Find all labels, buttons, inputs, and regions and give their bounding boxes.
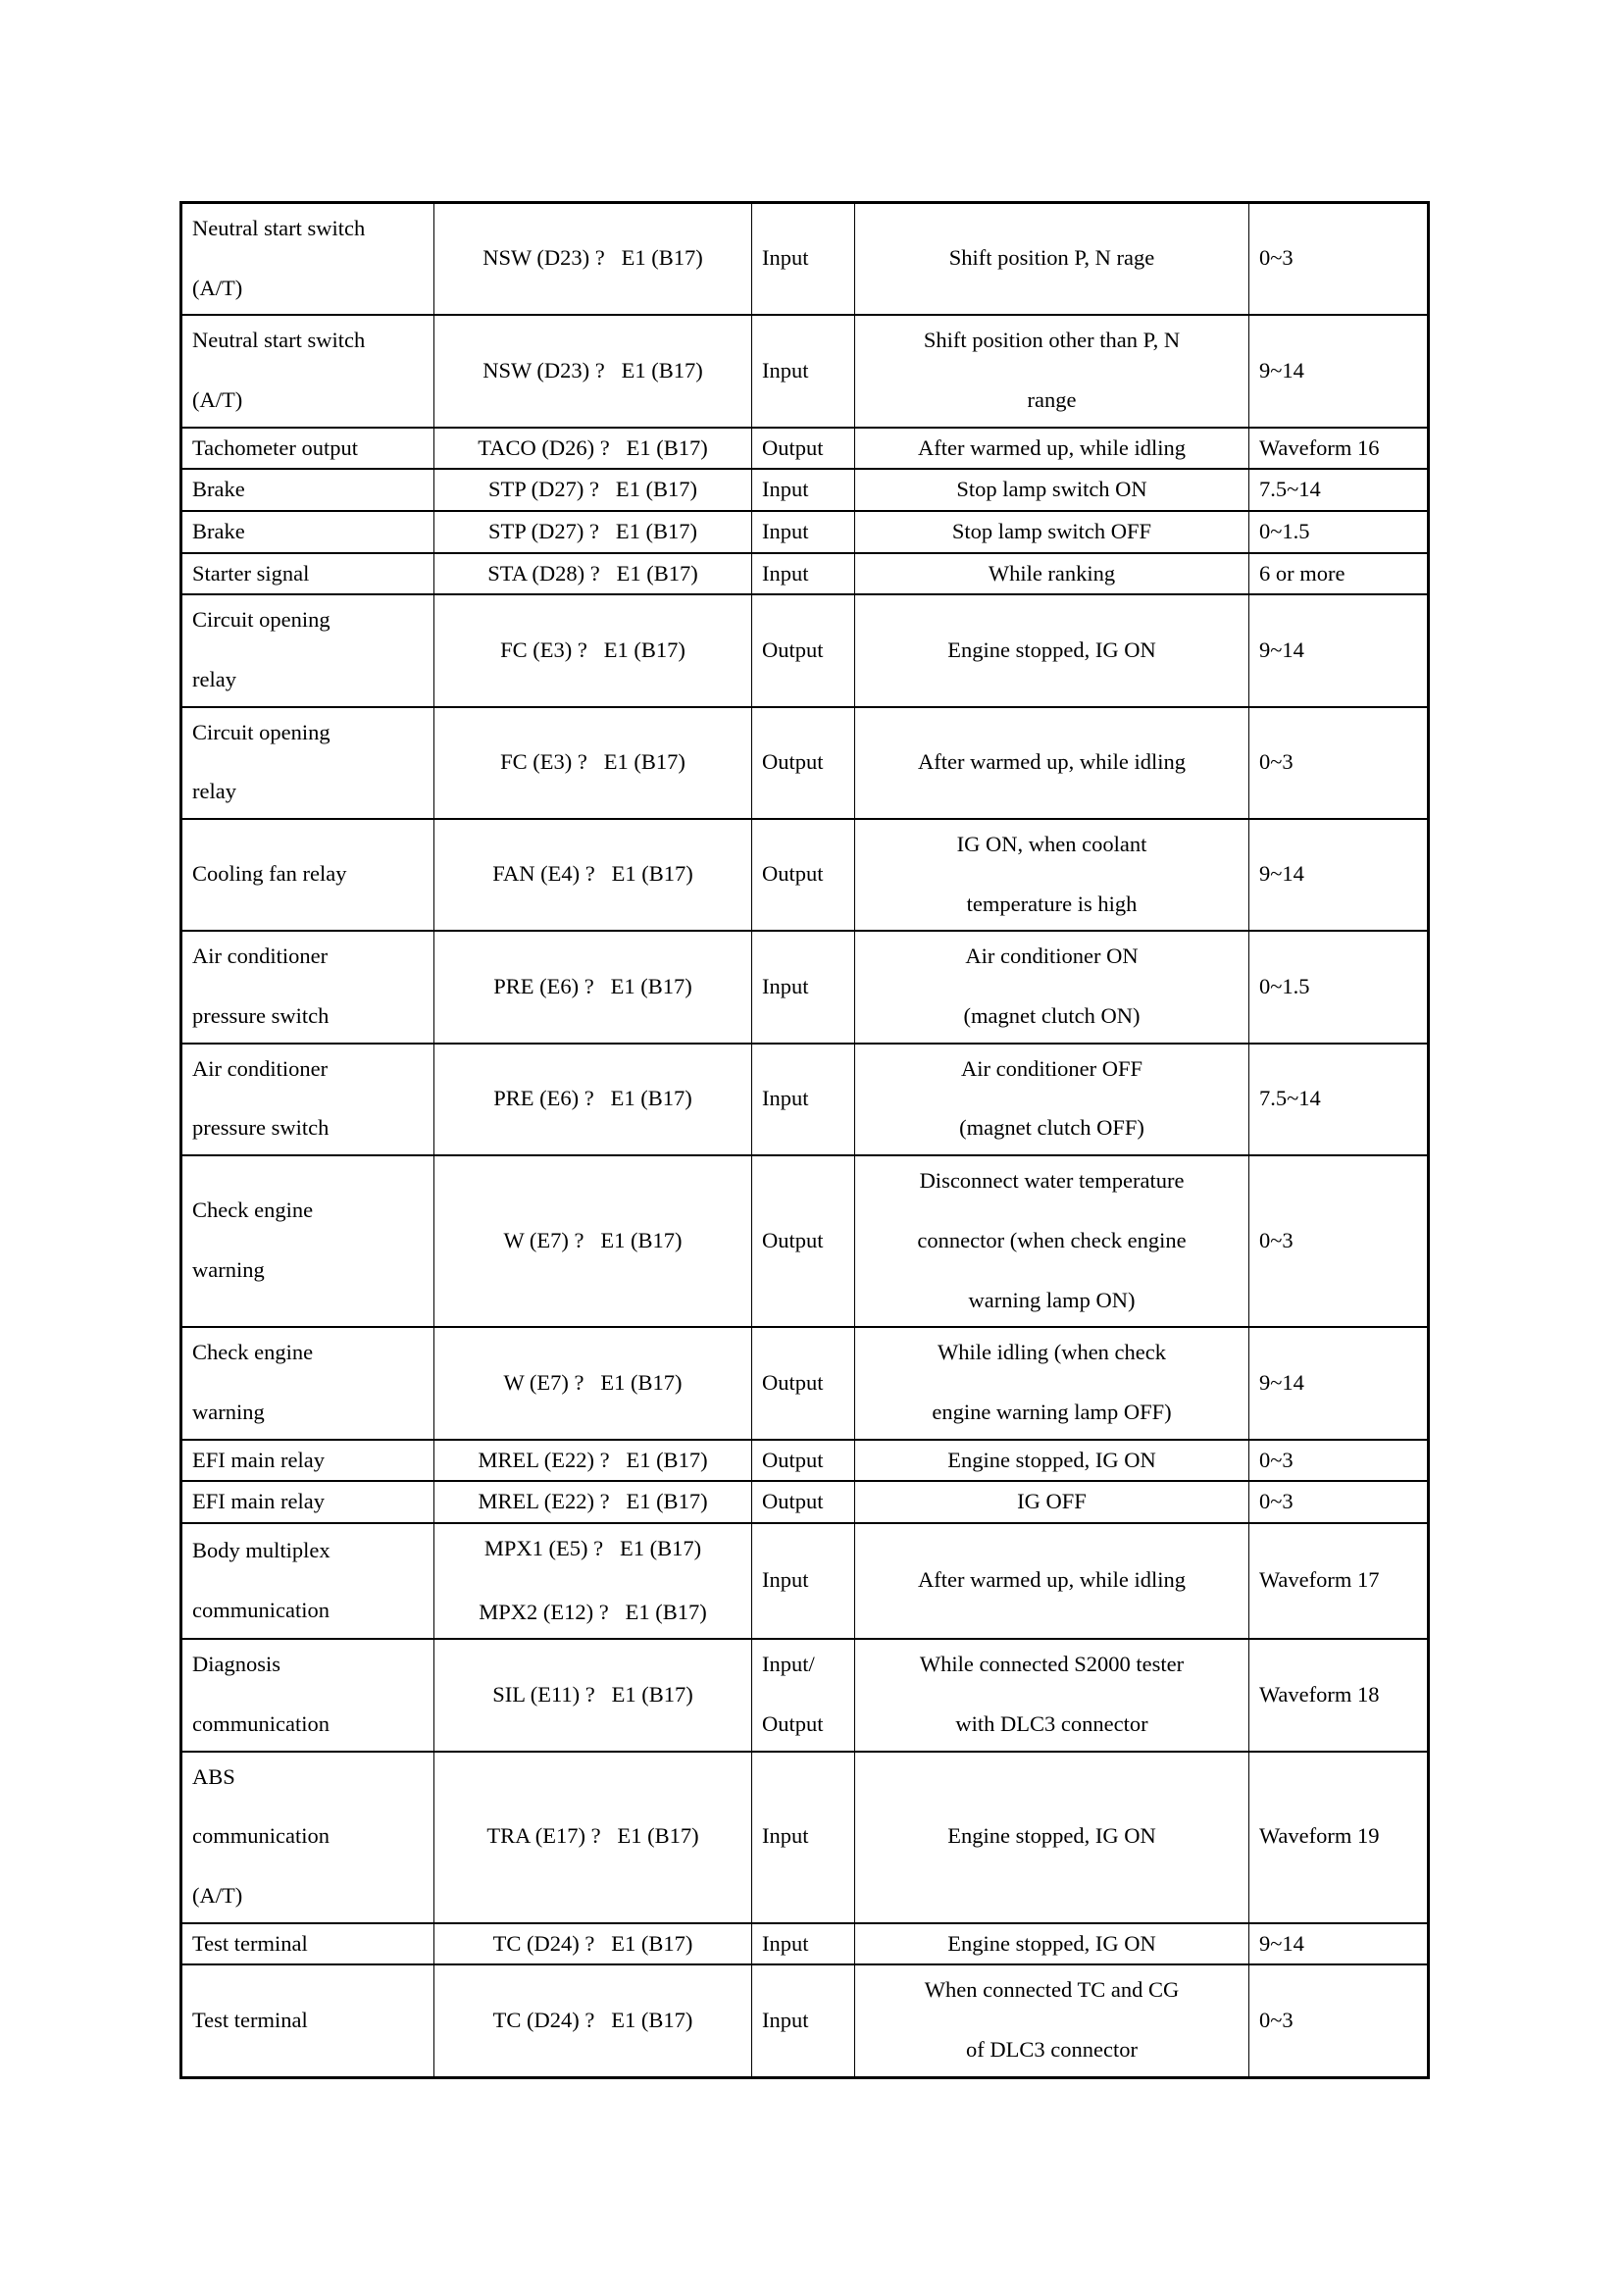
cell-line: EFI main relay bbox=[192, 1489, 325, 1514]
cell-terminal-pair bbox=[434, 203, 752, 316]
cell-item bbox=[181, 1440, 434, 1482]
cell-condition bbox=[855, 553, 1249, 595]
cell-line: MPX1 (E5) ? E1 (B17) bbox=[483, 1535, 702, 1560]
cell-item bbox=[181, 1044, 434, 1155]
cell-input-output bbox=[752, 1964, 855, 2077]
cell-line: MPX2 (E12) ? E1 (B17) bbox=[479, 1599, 707, 1624]
cell-condition bbox=[855, 1044, 1249, 1155]
table-row bbox=[181, 428, 1429, 470]
cell-condition bbox=[855, 428, 1249, 470]
cell-line: While idling (when check bbox=[937, 1340, 1167, 1365]
cell-line: range bbox=[1027, 387, 1077, 413]
table-row bbox=[181, 1155, 1429, 1327]
cell-terminal-pair bbox=[434, 1523, 752, 1639]
cell-line: MREL (E22) ? E1 (B17) bbox=[478, 1489, 708, 1514]
cell-item bbox=[181, 1964, 434, 2077]
cell-voltage bbox=[1249, 931, 1429, 1043]
cell-line: IG ON, when coolant bbox=[956, 832, 1147, 856]
cell-line: Neutral start switch bbox=[192, 328, 366, 353]
cell-line: warning bbox=[192, 1257, 265, 1283]
cell-input-output bbox=[752, 1327, 855, 1439]
cell-input-output bbox=[752, 1481, 855, 1523]
cell-line: Body multiplex bbox=[192, 1537, 330, 1562]
cell-voltage bbox=[1249, 1523, 1429, 1639]
cell-line: (A/T) bbox=[192, 1882, 243, 1908]
cell-condition bbox=[855, 1327, 1249, 1439]
cell-line: Brake bbox=[192, 477, 245, 502]
cell-line: SIL (E11) ? E1 (B17) bbox=[492, 1681, 693, 1707]
cell-line: Output bbox=[762, 637, 824, 662]
terminal-inspection-table-container bbox=[179, 201, 1427, 2079]
cell-terminal-pair bbox=[434, 428, 752, 470]
cell-voltage bbox=[1249, 1481, 1429, 1523]
cell-line: Input/ bbox=[762, 1652, 815, 1677]
cell-line: Cooling fan relay bbox=[192, 861, 347, 887]
cell-voltage bbox=[1249, 428, 1429, 470]
cell-line: 0~1.5 bbox=[1259, 973, 1310, 998]
cell-line: FC (E3) ? E1 (B17) bbox=[500, 637, 685, 662]
cell-line: (A/T) bbox=[192, 275, 243, 300]
cell-input-output bbox=[752, 315, 855, 427]
cell-terminal-pair bbox=[434, 1923, 752, 1965]
table-row bbox=[181, 553, 1429, 595]
cell-line: Test terminal bbox=[192, 1930, 308, 1956]
cell-line: STA (D28) ? E1 (B17) bbox=[487, 560, 698, 586]
cell-voltage bbox=[1249, 469, 1429, 511]
cell-line: 0~3 bbox=[1259, 1227, 1294, 1252]
cell-line: NSW (D23) ? E1 (B17) bbox=[482, 357, 703, 382]
cell-terminal-pair bbox=[434, 315, 752, 427]
cell-line: warning lamp ON) bbox=[968, 1287, 1136, 1312]
cell-line: temperature is high bbox=[966, 891, 1138, 916]
cell-item bbox=[181, 1523, 434, 1639]
cell-line: Air conditioner bbox=[192, 943, 329, 969]
cell-item bbox=[181, 315, 434, 427]
cell-line: Engine stopped, IG ON bbox=[947, 1930, 1156, 1956]
cell-line: 9~14 bbox=[1259, 357, 1304, 382]
table-row bbox=[181, 1481, 1429, 1523]
cell-line: STP (D27) ? E1 (B17) bbox=[488, 477, 697, 502]
cell-line: TC (D24) ? E1 (B17) bbox=[492, 2007, 693, 2032]
cell-line: Input bbox=[762, 560, 809, 586]
cell-line: Input bbox=[762, 1823, 809, 1849]
cell-line: Engine stopped, IG ON bbox=[947, 1823, 1156, 1849]
table-row bbox=[181, 1044, 1429, 1155]
cell-line: 7.5~14 bbox=[1259, 477, 1321, 502]
table-row bbox=[181, 203, 1429, 316]
cell-line: communication bbox=[192, 1597, 330, 1622]
cell-item bbox=[181, 1752, 434, 1923]
cell-condition bbox=[855, 931, 1249, 1043]
cell-line: ABS bbox=[192, 1763, 235, 1789]
cell-condition bbox=[855, 1639, 1249, 1751]
cell-voltage bbox=[1249, 1327, 1429, 1439]
cell-line: Input bbox=[762, 1930, 809, 1956]
cell-line: communication bbox=[192, 1710, 330, 1736]
cell-line: Input bbox=[762, 477, 809, 502]
cell-line: PRE (E6) ? E1 (B17) bbox=[493, 1086, 692, 1111]
cell-line: 9~14 bbox=[1259, 1930, 1304, 1956]
cell-voltage bbox=[1249, 1752, 1429, 1923]
cell-item bbox=[181, 707, 434, 819]
cell-line: Diagnosis bbox=[192, 1652, 280, 1677]
cell-line: 9~14 bbox=[1259, 861, 1304, 887]
cell-voltage bbox=[1249, 707, 1429, 819]
table-row bbox=[181, 819, 1429, 931]
cell-line: Air conditioner OFF bbox=[961, 1055, 1142, 1081]
cell-line: Shift position other than P, N bbox=[923, 328, 1181, 353]
cell-line: Neutral start switch bbox=[192, 216, 366, 240]
table-row bbox=[181, 511, 1429, 553]
cell-input-output bbox=[752, 1440, 855, 1482]
cell-line: Input bbox=[762, 519, 809, 543]
table-row bbox=[181, 1327, 1429, 1439]
table-row bbox=[181, 1923, 1429, 1965]
cell-line: Waveform 18 bbox=[1259, 1681, 1380, 1707]
cell-terminal-pair bbox=[434, 1327, 752, 1439]
cell-condition bbox=[855, 469, 1249, 511]
cell-condition bbox=[855, 594, 1249, 706]
cell-item bbox=[181, 469, 434, 511]
cell-input-output bbox=[752, 594, 855, 706]
table-row bbox=[181, 1440, 1429, 1482]
cell-line: Output bbox=[762, 748, 824, 774]
cell-line: W (E7) ? E1 (B17) bbox=[503, 1227, 683, 1252]
cell-line: 0~3 bbox=[1259, 245, 1294, 271]
cell-line: 0~3 bbox=[1259, 748, 1294, 774]
table-row bbox=[181, 1639, 1429, 1751]
table-row bbox=[181, 1964, 1429, 2077]
table-row bbox=[181, 1752, 1429, 1923]
cell-line: Output bbox=[762, 1710, 824, 1736]
cell-line: Air conditioner bbox=[192, 1055, 329, 1081]
cell-line: Output bbox=[762, 434, 824, 460]
cell-line: Waveform 19 bbox=[1259, 1823, 1380, 1849]
cell-voltage bbox=[1249, 819, 1429, 931]
cell-voltage bbox=[1249, 553, 1429, 595]
cell-line: 0~1.5 bbox=[1259, 519, 1310, 543]
cell-item bbox=[181, 594, 434, 706]
cell-line: of DLC3 connector bbox=[966, 2036, 1138, 2062]
cell-line: (A/T) bbox=[192, 387, 243, 413]
cell-line: Waveform 16 bbox=[1259, 434, 1380, 460]
cell-condition bbox=[855, 1440, 1249, 1482]
cell-line: Input bbox=[762, 973, 809, 998]
cell-line: (magnet clutch OFF) bbox=[959, 1115, 1144, 1141]
cell-input-output bbox=[752, 553, 855, 595]
cell-condition bbox=[855, 1964, 1249, 2077]
cell-line: pressure switch bbox=[192, 1003, 330, 1029]
cell-line: PRE (E6) ? E1 (B17) bbox=[493, 973, 692, 998]
cell-item bbox=[181, 553, 434, 595]
cell-line: W (E7) ? E1 (B17) bbox=[503, 1369, 683, 1395]
cell-item bbox=[181, 931, 434, 1043]
cell-item bbox=[181, 1327, 434, 1439]
cell-line: Engine stopped, IG ON bbox=[947, 1447, 1156, 1472]
cell-line: relay bbox=[192, 779, 236, 804]
cell-line: Output bbox=[762, 861, 824, 887]
cell-line: 0~3 bbox=[1259, 2007, 1294, 2032]
terminal-inspection-table bbox=[179, 201, 1430, 2079]
cell-terminal-pair bbox=[434, 1440, 752, 1482]
cell-line: After warmed up, while idling bbox=[917, 434, 1187, 460]
cell-line: Shift position P, N rage bbox=[948, 245, 1155, 271]
cell-line: connector (when check engine bbox=[917, 1227, 1187, 1252]
cell-line: IG OFF bbox=[1017, 1489, 1087, 1514]
cell-line: Input bbox=[762, 1086, 809, 1111]
cell-item bbox=[181, 428, 434, 470]
cell-terminal-pair bbox=[434, 469, 752, 511]
cell-terminal-pair bbox=[434, 1752, 752, 1923]
cell-line: Check engine bbox=[192, 1198, 314, 1223]
cell-line: 0~3 bbox=[1259, 1489, 1294, 1514]
cell-line: Waveform 17 bbox=[1259, 1567, 1380, 1593]
cell-condition bbox=[855, 707, 1249, 819]
cell-item bbox=[181, 1481, 434, 1523]
cell-line: When connected TC and CG bbox=[924, 1977, 1180, 2003]
cell-condition bbox=[855, 1923, 1249, 1965]
cell-line: communication bbox=[192, 1823, 330, 1849]
cell-line: While ranking bbox=[988, 560, 1116, 586]
cell-input-output bbox=[752, 469, 855, 511]
cell-condition bbox=[855, 819, 1249, 931]
cell-line: Air conditioner ON bbox=[965, 943, 1139, 969]
cell-line: TRA (E17) ? E1 (B17) bbox=[486, 1823, 699, 1849]
cell-item bbox=[181, 1639, 434, 1751]
cell-line: warning bbox=[192, 1399, 265, 1424]
cell-terminal-pair bbox=[434, 1964, 752, 2077]
cell-terminal-pair bbox=[434, 511, 752, 553]
cell-line: Output bbox=[762, 1369, 824, 1395]
cell-line: After warmed up, while idling bbox=[917, 1567, 1187, 1593]
table-row bbox=[181, 931, 1429, 1043]
cell-item bbox=[181, 1155, 434, 1327]
cell-line: Stop lamp switch ON bbox=[956, 477, 1147, 502]
cell-line: TACO (D26) ? E1 (B17) bbox=[478, 434, 708, 460]
cell-input-output bbox=[752, 1523, 855, 1639]
cell-line: MREL (E22) ? E1 (B17) bbox=[478, 1447, 708, 1472]
cell-line: Circuit opening bbox=[192, 719, 330, 744]
cell-input-output bbox=[752, 203, 855, 316]
cell-condition bbox=[855, 315, 1249, 427]
cell-line: 6 or more bbox=[1259, 560, 1345, 586]
cell-terminal-pair bbox=[434, 1044, 752, 1155]
cell-line: pressure switch bbox=[192, 1115, 330, 1141]
cell-voltage bbox=[1249, 511, 1429, 553]
cell-line: Circuit opening bbox=[192, 607, 330, 633]
cell-voltage bbox=[1249, 203, 1429, 316]
table-row bbox=[181, 1523, 1429, 1639]
cell-line: Tachometer output bbox=[192, 434, 358, 460]
cell-voltage bbox=[1249, 1639, 1429, 1751]
cell-terminal-pair bbox=[434, 1155, 752, 1327]
cell-condition bbox=[855, 1481, 1249, 1523]
table-row bbox=[181, 594, 1429, 706]
cell-line: Starter signal bbox=[192, 560, 310, 586]
cell-terminal-pair bbox=[434, 707, 752, 819]
cell-terminal-pair bbox=[434, 594, 752, 706]
cell-voltage bbox=[1249, 315, 1429, 427]
cell-terminal-pair bbox=[434, 931, 752, 1043]
cell-input-output bbox=[752, 1155, 855, 1327]
cell-condition bbox=[855, 203, 1249, 316]
cell-line: engine warning lamp OFF) bbox=[932, 1399, 1172, 1424]
cell-line: Stop lamp switch OFF bbox=[951, 519, 1152, 543]
cell-terminal-pair bbox=[434, 1481, 752, 1523]
cell-line: 0~3 bbox=[1259, 1447, 1294, 1472]
table-row bbox=[181, 469, 1429, 511]
cell-input-output bbox=[752, 819, 855, 931]
cell-line: 7.5~14 bbox=[1259, 1086, 1321, 1111]
cell-line: After warmed up, while idling bbox=[917, 748, 1187, 774]
cell-line: Input bbox=[762, 1567, 809, 1593]
cell-line: Input bbox=[762, 245, 809, 271]
cell-voltage bbox=[1249, 1155, 1429, 1327]
cell-line: (magnet clutch ON) bbox=[963, 1003, 1141, 1029]
cell-line: FAN (E4) ? E1 (B17) bbox=[492, 861, 693, 887]
cell-item bbox=[181, 819, 434, 931]
cell-line: relay bbox=[192, 666, 236, 691]
cell-line: Input bbox=[762, 357, 809, 382]
cell-voltage bbox=[1249, 1044, 1429, 1155]
cell-condition bbox=[855, 1155, 1249, 1327]
cell-voltage bbox=[1249, 1923, 1429, 1965]
cell-line: Output bbox=[762, 1447, 824, 1472]
cell-terminal-pair bbox=[434, 553, 752, 595]
cell-line: FC (E3) ? E1 (B17) bbox=[500, 748, 685, 774]
cell-line: Brake bbox=[192, 519, 245, 543]
cell-input-output bbox=[752, 1923, 855, 1965]
cell-input-output bbox=[752, 1752, 855, 1923]
table-row bbox=[181, 707, 1429, 819]
cell-line: 9~14 bbox=[1259, 1369, 1304, 1395]
cell-item bbox=[181, 511, 434, 553]
cell-condition bbox=[855, 511, 1249, 553]
table-body bbox=[181, 203, 1429, 2078]
cell-line: Input bbox=[762, 2007, 809, 2032]
cell-item bbox=[181, 203, 434, 316]
cell-line: with DLC3 connector bbox=[955, 1710, 1148, 1736]
cell-line: TC (D24) ? E1 (B17) bbox=[492, 1930, 693, 1956]
cell-item bbox=[181, 1923, 434, 1965]
cell-voltage bbox=[1249, 1440, 1429, 1482]
cell-line: Engine stopped, IG ON bbox=[947, 637, 1156, 662]
cell-terminal-pair bbox=[434, 1639, 752, 1751]
cell-voltage bbox=[1249, 1964, 1429, 2077]
cell-input-output bbox=[752, 428, 855, 470]
cell-line: 9~14 bbox=[1259, 637, 1304, 662]
cell-line: Disconnect water temperature bbox=[919, 1168, 1185, 1194]
cell-input-output bbox=[752, 707, 855, 819]
cell-line: STP (D27) ? E1 (B17) bbox=[488, 519, 697, 543]
cell-line: While connected S2000 tester bbox=[919, 1652, 1185, 1677]
cell-terminal-pair bbox=[434, 819, 752, 931]
cell-line: Test terminal bbox=[192, 2007, 308, 2032]
cell-condition bbox=[855, 1752, 1249, 1923]
cell-voltage bbox=[1249, 594, 1429, 706]
cell-input-output bbox=[752, 1044, 855, 1155]
cell-line: NSW (D23) ? E1 (B17) bbox=[482, 245, 703, 271]
cell-line: EFI main relay bbox=[192, 1447, 325, 1472]
cell-input-output bbox=[752, 511, 855, 553]
cell-condition bbox=[855, 1523, 1249, 1639]
cell-input-output bbox=[752, 931, 855, 1043]
cell-line: Check engine bbox=[192, 1340, 314, 1365]
cell-line: Output bbox=[762, 1227, 824, 1252]
cell-input-output bbox=[752, 1639, 855, 1751]
cell-line: Output bbox=[762, 1489, 824, 1514]
table-row bbox=[181, 315, 1429, 427]
